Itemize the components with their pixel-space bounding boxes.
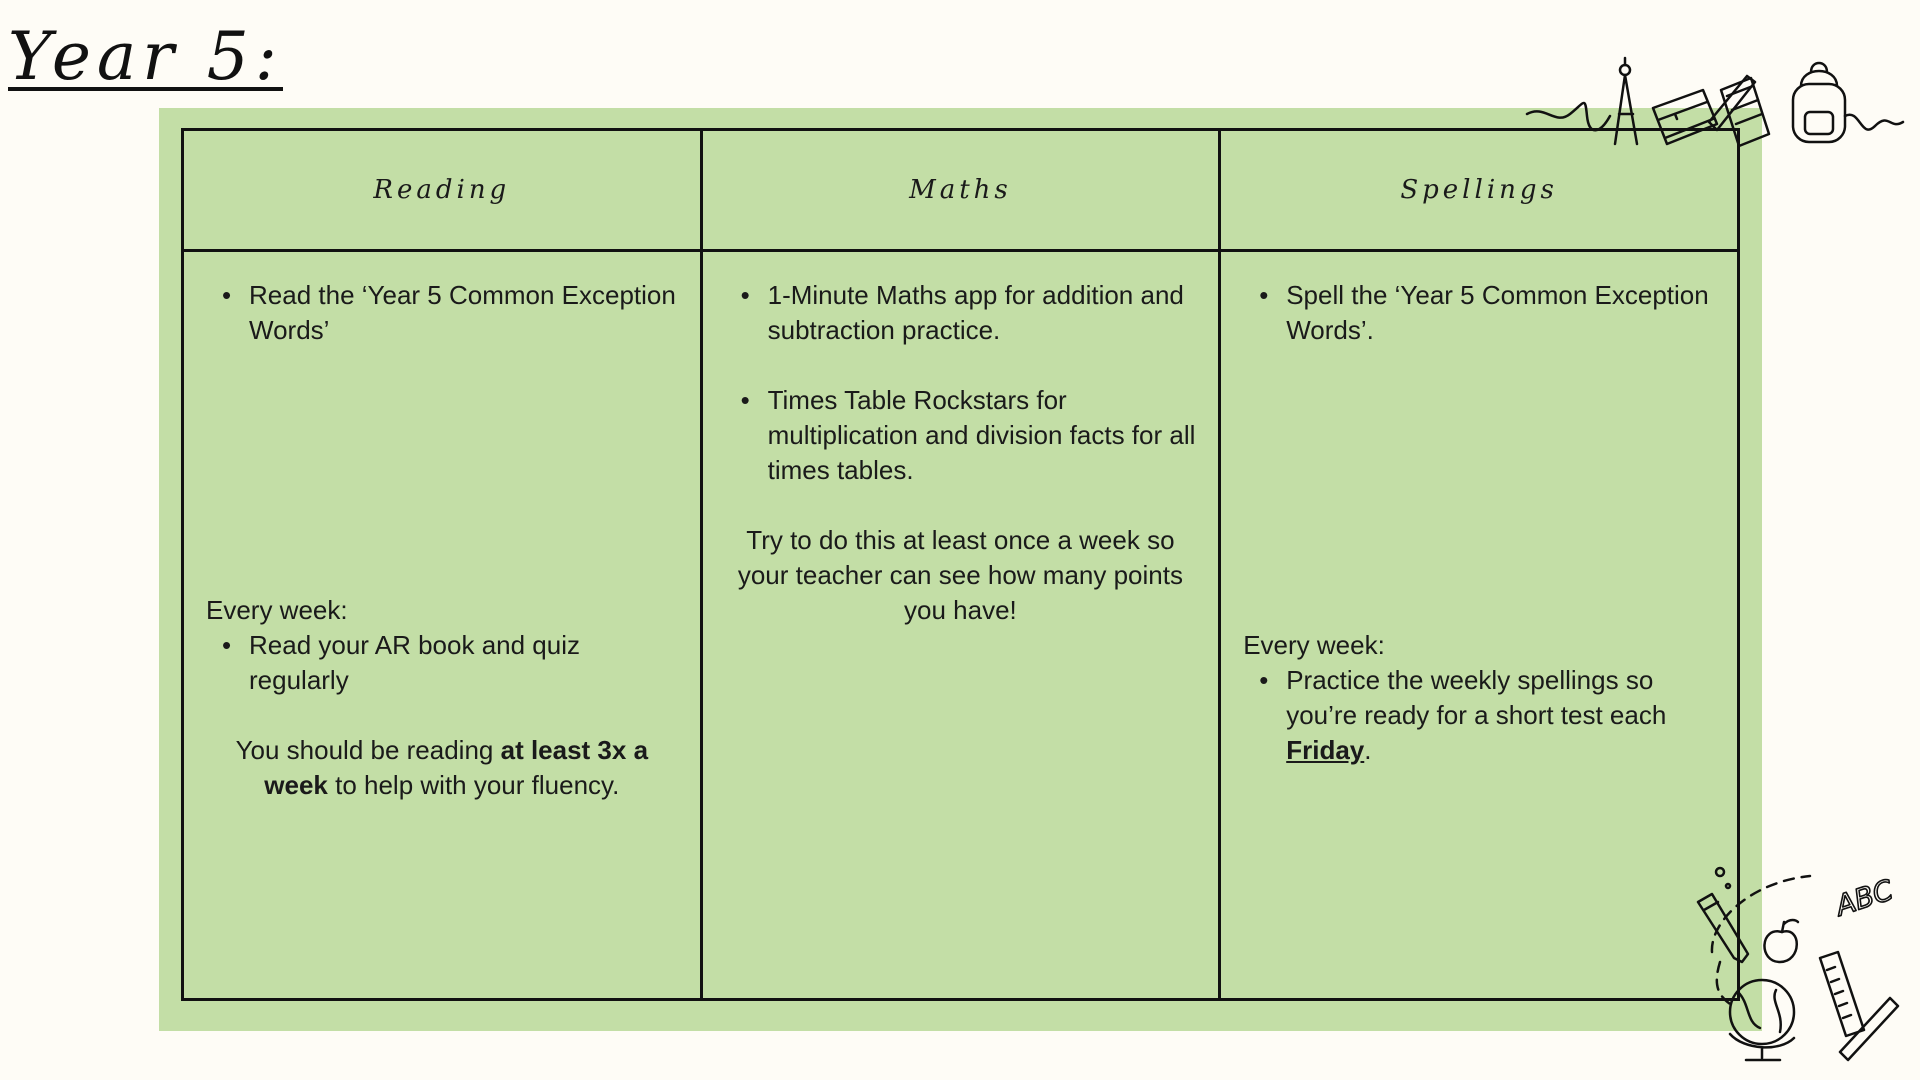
pencil-case-icon xyxy=(1653,90,1717,144)
reading-note-bold: at least 3x a week xyxy=(264,735,649,800)
reading-cell xyxy=(183,251,702,1000)
backpack-icon xyxy=(1793,63,1845,142)
spellings-bullet-pre: Practice the weekly spellings so you’re ready for a short test each xyxy=(1286,665,1667,730)
reading-note xyxy=(206,733,678,803)
page-title: Year 5: xyxy=(8,18,283,95)
reading-header: Reading xyxy=(183,130,702,251)
school-supplies-doodle-top xyxy=(1525,56,1905,162)
abc-doodle: ABC xyxy=(1831,873,1898,923)
spellings-friday: Friday xyxy=(1286,735,1365,765)
maths-bullet-1minute: • 1-Minute Maths app for addition and subtraction practice. xyxy=(725,278,1197,348)
spellings-header: Spellings xyxy=(1220,130,1739,251)
doodle-bubble-tiny xyxy=(1726,884,1730,888)
doodle-string-left xyxy=(1527,103,1610,130)
reading-note-post: to help with your fluency. xyxy=(327,770,620,800)
reading-bullet-cew: • Read the ‘Year 5 Common Exception Words’ xyxy=(206,278,678,348)
homework-table xyxy=(181,128,1740,1001)
maths-header: Maths xyxy=(701,130,1220,251)
globe-icon xyxy=(1730,980,1794,1060)
reading-every-week: Every week: xyxy=(206,595,348,625)
spellings-cell xyxy=(1220,251,1739,1000)
spellings-bullet-post: . xyxy=(1364,735,1372,765)
content-row xyxy=(183,251,1739,1000)
maths-cell xyxy=(701,251,1220,1000)
spellings-bullet-weekly xyxy=(1243,663,1715,768)
ruler-icon xyxy=(1820,952,1898,1060)
school-supplies-doodle-bottom xyxy=(1690,862,1912,1062)
apple-icon xyxy=(1764,920,1798,962)
dashed-path-lower xyxy=(1717,962,1730,1004)
reading-bullet-ar: • Read your AR book and quiz regularly xyxy=(206,628,678,698)
maths-note: Try to do this at least once a week so your teacher can see how many points you have! xyxy=(737,525,1183,625)
maths-bullet-ttrs: • Times Table Rockstars for multiplication and division facts for all times tables. xyxy=(725,383,1197,488)
spellings-every-week: Every week: xyxy=(1243,630,1385,660)
spellings-bullet-cew: • Spell the ‘Year 5 Common Exception Words’. xyxy=(1243,278,1715,348)
doodle-string-right xyxy=(1845,115,1903,130)
compass-icon xyxy=(1615,58,1637,144)
header-row xyxy=(183,130,1739,251)
notebook-icon xyxy=(1709,76,1769,146)
doodle-bubble-small xyxy=(1716,868,1724,876)
reading-note-pre: You should be reading xyxy=(235,735,501,765)
